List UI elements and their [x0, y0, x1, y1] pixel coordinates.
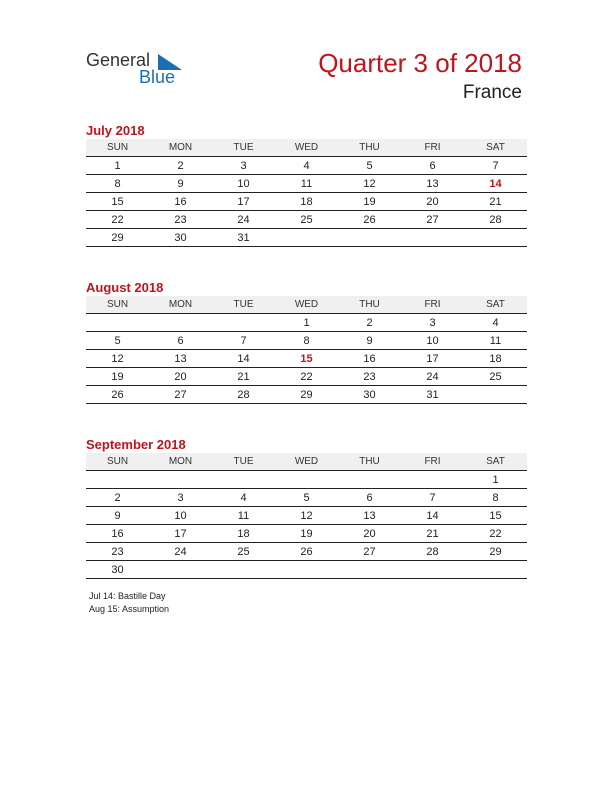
- logo-word-general: General: [86, 50, 151, 70]
- weekday-header: TUE: [212, 296, 275, 314]
- weekday-header: MON: [149, 296, 212, 314]
- day-cell: 26: [338, 211, 401, 229]
- weekday-header: SAT: [464, 296, 527, 314]
- weekday-header: WED: [275, 296, 338, 314]
- day-cell: 18: [212, 525, 275, 543]
- day-cell: 8: [464, 489, 527, 507]
- calendar-grid: [86, 296, 527, 404]
- day-cell: 10: [149, 507, 212, 525]
- logo-word-blue: Blue: [139, 67, 176, 87]
- weekday-header-row: [86, 296, 527, 314]
- day-cell: [86, 314, 149, 332]
- day-cell: 11: [212, 507, 275, 525]
- week-row: [86, 211, 527, 229]
- day-cell: 2: [149, 157, 212, 175]
- day-cell: [212, 314, 275, 332]
- day-cell: [212, 471, 275, 489]
- day-cell: 30: [149, 229, 212, 247]
- general-blue-logo: [86, 50, 186, 90]
- day-cell: 12: [275, 507, 338, 525]
- day-cell: 20: [338, 525, 401, 543]
- weekday-header: FRI: [401, 453, 464, 471]
- day-cell: 10: [401, 332, 464, 350]
- day-cell: 27: [338, 543, 401, 561]
- week-row: [86, 368, 527, 386]
- holiday-notes: [89, 590, 169, 616]
- day-cell: 2: [338, 314, 401, 332]
- weekday-header: SUN: [86, 453, 149, 471]
- month-title: September 2018: [86, 437, 186, 452]
- day-cell: 30: [86, 561, 149, 579]
- week-row: [86, 193, 527, 211]
- day-cell: 1: [464, 471, 527, 489]
- day-cell: 9: [86, 507, 149, 525]
- day-cell: 19: [86, 368, 149, 386]
- day-cell: [212, 561, 275, 579]
- day-cell: 25: [275, 211, 338, 229]
- day-cell: 16: [86, 525, 149, 543]
- day-cell: 24: [212, 211, 275, 229]
- day-cell: 21: [464, 193, 527, 211]
- day-cell: 17: [212, 193, 275, 211]
- month-july: [86, 122, 527, 247]
- day-cell: 9: [338, 332, 401, 350]
- weekday-header: WED: [275, 453, 338, 471]
- day-cell: 11: [275, 175, 338, 193]
- day-cell: [86, 471, 149, 489]
- day-cell: 5: [86, 332, 149, 350]
- day-cell: 20: [401, 193, 464, 211]
- day-cell: 28: [401, 543, 464, 561]
- day-cell: 12: [338, 175, 401, 193]
- day-cell: [338, 561, 401, 579]
- country-label: France: [462, 82, 522, 103]
- day-cell: [275, 229, 338, 247]
- day-cell: 17: [149, 525, 212, 543]
- week-row: [86, 525, 527, 543]
- day-cell: 7: [464, 157, 527, 175]
- day-cell: 22: [275, 368, 338, 386]
- day-cell: [401, 229, 464, 247]
- day-cell: 14: [464, 175, 527, 193]
- week-row: [86, 489, 527, 507]
- weekday-header: SAT: [464, 139, 527, 157]
- day-cell: 5: [338, 157, 401, 175]
- day-cell: 26: [86, 386, 149, 404]
- week-row: [86, 175, 527, 193]
- weekday-header: TUE: [212, 139, 275, 157]
- week-row: [86, 386, 527, 404]
- day-cell: 6: [401, 157, 464, 175]
- day-cell: 13: [149, 350, 212, 368]
- day-cell: 1: [86, 157, 149, 175]
- day-cell: [464, 561, 527, 579]
- day-cell: 3: [149, 489, 212, 507]
- day-cell: 4: [464, 314, 527, 332]
- day-cell: 19: [275, 525, 338, 543]
- day-cell: 9: [149, 175, 212, 193]
- calendar-grid: [86, 139, 527, 247]
- weekday-header: MON: [149, 139, 212, 157]
- weekday-header: THU: [338, 296, 401, 314]
- weekday-header: THU: [338, 139, 401, 157]
- day-cell: 28: [464, 211, 527, 229]
- month-title: July 2018: [86, 123, 145, 138]
- day-cell: 31: [212, 229, 275, 247]
- weekday-header: SUN: [86, 139, 149, 157]
- day-cell: 24: [149, 543, 212, 561]
- day-cell: 14: [401, 507, 464, 525]
- day-cell: 22: [86, 211, 149, 229]
- day-cell: [401, 561, 464, 579]
- day-cell: 12: [86, 350, 149, 368]
- week-row: [86, 471, 527, 489]
- day-cell: [149, 561, 212, 579]
- day-cell: 15: [464, 507, 527, 525]
- day-cell: [338, 471, 401, 489]
- day-cell: 21: [212, 368, 275, 386]
- weekday-header-row: [86, 453, 527, 471]
- day-cell: 19: [338, 193, 401, 211]
- day-cell: [464, 386, 527, 404]
- day-cell: 27: [401, 211, 464, 229]
- calendar-grid: [86, 453, 527, 579]
- day-cell: 29: [464, 543, 527, 561]
- day-cell: 7: [212, 332, 275, 350]
- day-cell: [338, 229, 401, 247]
- day-cell: 10: [212, 175, 275, 193]
- day-cell: [149, 471, 212, 489]
- day-cell: 8: [275, 332, 338, 350]
- day-cell: 23: [86, 543, 149, 561]
- day-cell: 30: [338, 386, 401, 404]
- day-cell: 25: [464, 368, 527, 386]
- day-cell: 23: [338, 368, 401, 386]
- month-august: [86, 279, 527, 404]
- day-cell: 24: [401, 368, 464, 386]
- page-title: Quarter 3 of 2018: [318, 48, 522, 78]
- day-cell: 15: [86, 193, 149, 211]
- week-row: [86, 157, 527, 175]
- holiday-note: Aug 15: Assumption: [89, 604, 170, 614]
- week-row: [86, 507, 527, 525]
- day-cell: [275, 471, 338, 489]
- weekday-header: WED: [275, 139, 338, 157]
- day-cell: [275, 561, 338, 579]
- day-cell: 13: [338, 507, 401, 525]
- day-cell: 5: [275, 489, 338, 507]
- day-cell: 29: [86, 229, 149, 247]
- day-cell: 16: [338, 350, 401, 368]
- day-cell: 18: [464, 350, 527, 368]
- day-cell: 4: [275, 157, 338, 175]
- month-title: August 2018: [86, 280, 164, 295]
- week-row: [86, 543, 527, 561]
- week-row: [86, 229, 527, 247]
- day-cell: 17: [401, 350, 464, 368]
- weekday-header: SUN: [86, 296, 149, 314]
- day-cell: 6: [338, 489, 401, 507]
- week-row: [86, 332, 527, 350]
- weekday-header: FRI: [401, 139, 464, 157]
- weekday-header-row: [86, 139, 527, 157]
- day-cell: 27: [149, 386, 212, 404]
- day-cell: 28: [212, 386, 275, 404]
- day-cell: 3: [212, 157, 275, 175]
- day-cell: 6: [149, 332, 212, 350]
- weekday-header: THU: [338, 453, 401, 471]
- day-cell: 26: [275, 543, 338, 561]
- day-cell: 8: [86, 175, 149, 193]
- holiday-note: Jul 14: Bastille Day: [89, 591, 166, 601]
- week-row: [86, 350, 527, 368]
- day-cell: 16: [149, 193, 212, 211]
- month-september: [86, 436, 527, 579]
- day-cell: 1: [275, 314, 338, 332]
- day-cell: 3: [401, 314, 464, 332]
- weekday-header: TUE: [212, 453, 275, 471]
- week-row: [86, 561, 527, 579]
- day-cell: 20: [149, 368, 212, 386]
- day-cell: 15: [275, 350, 338, 368]
- day-cell: 31: [401, 386, 464, 404]
- day-cell: 18: [275, 193, 338, 211]
- day-cell: 13: [401, 175, 464, 193]
- day-cell: 22: [464, 525, 527, 543]
- day-cell: [149, 314, 212, 332]
- day-cell: 25: [212, 543, 275, 561]
- day-cell: 4: [212, 489, 275, 507]
- day-cell: 11: [464, 332, 527, 350]
- week-row: [86, 314, 527, 332]
- weekday-header: MON: [149, 453, 212, 471]
- day-cell: 7: [401, 489, 464, 507]
- weekday-header: FRI: [401, 296, 464, 314]
- day-cell: [401, 471, 464, 489]
- day-cell: 21: [401, 525, 464, 543]
- day-cell: [464, 229, 527, 247]
- day-cell: 29: [275, 386, 338, 404]
- day-cell: 14: [212, 350, 275, 368]
- day-cell: 23: [149, 211, 212, 229]
- day-cell: 2: [86, 489, 149, 507]
- weekday-header: SAT: [464, 453, 527, 471]
